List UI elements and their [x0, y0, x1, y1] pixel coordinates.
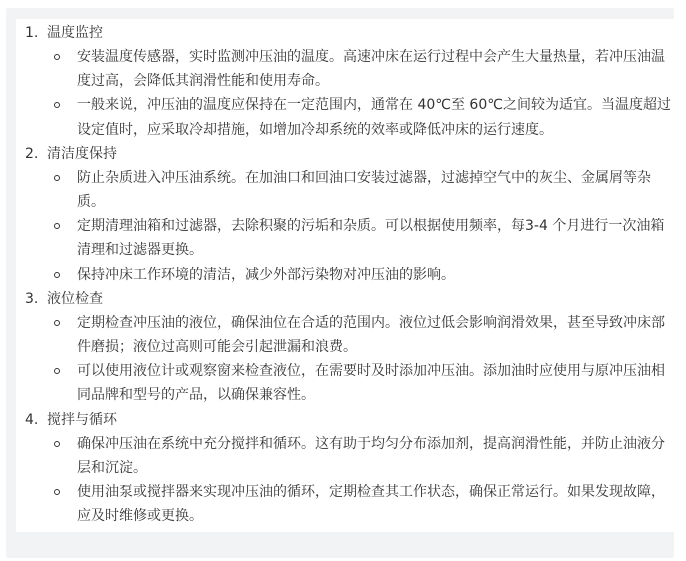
list-item	[25, 214, 673, 262]
section-title: 温度监控	[47, 25, 103, 41]
section-number: 2.	[25, 145, 39, 162]
list-item	[25, 93, 673, 141]
section-title: 清洁度保持	[47, 145, 117, 162]
section-3	[25, 287, 673, 408]
list-item-text: 使用油泵或搅拌器来实现冲压油的循环，定期检查其工作状态，确保正常运行。如果发现故障，应及时维修或更换。	[77, 484, 665, 525]
list-item	[25, 359, 673, 407]
content-panel	[6, 8, 674, 558]
section-1	[25, 21, 673, 142]
section-heading	[25, 21, 673, 45]
section-number: 3.	[25, 290, 39, 307]
list-item-text: 可以使用液位计或观察窗来检查液位，在需要时及时添加冲压油。添加油时应使用与原冲压油相同品牌和型号的产品，以确保兼容性。	[77, 363, 665, 404]
list-item-text: 定期检查冲压油的液位，确保油位在合适的范围内。液位过低会影响润滑效果，甚至导致冲床部件磨损；液位过高则可能会引起泄漏和浪费。	[77, 314, 665, 356]
list-item	[25, 166, 673, 214]
section-title: 液位检查	[47, 290, 103, 307]
section-number: 4.	[25, 411, 39, 428]
bullet-list	[25, 311, 673, 408]
section-heading	[25, 287, 673, 311]
ordered-list	[25, 21, 673, 528]
section-number: 1.	[25, 25, 39, 41]
hollow-bullet-icon	[54, 102, 60, 108]
list-item-text: 确保冲压油在系统中充分搅拌和循环。这有助于均匀分布添加剂，提高润滑性能，并防止油液分层和沉淀。	[77, 435, 665, 476]
list-item-text: 定期清理油箱和过滤器，去除积聚的污垢和杂质。可以根据使用频率，每3-4 个月进行一次油箱清理和过滤器更换。	[77, 218, 665, 259]
section-title: 搅拌与循环	[47, 411, 117, 428]
list-item-text: 防止杂质进入冲压油系统。在加油口和回油口安装过滤器，过滤掉空气中的灰尘、金属屑等杂质。	[77, 169, 651, 211]
bullet-list	[25, 45, 673, 142]
section-heading	[25, 142, 673, 166]
article-card	[16, 19, 674, 532]
hollow-bullet-icon	[54, 223, 60, 229]
hollow-bullet-icon	[54, 54, 60, 60]
section-4	[25, 408, 673, 529]
list-item-text: 一般来说，冲压油的温度应保持在一定范围内，通常在 40℃至 60℃之间较为适宜。当温度超过设定值时，应采取冷却措施，如增加冷却系统的效率或降低冲床的运行速度。	[77, 97, 671, 138]
list-item	[25, 311, 673, 359]
hollow-bullet-icon	[54, 175, 60, 181]
list-item-text: 安装温度传感器，实时监测冲压油的温度。高速冲床在运行过程中会产生大量热量，若冲压油温度过高，会降低其润滑性能和使用寿命。	[77, 49, 665, 90]
list-item	[25, 45, 673, 93]
bullet-list	[25, 166, 673, 287]
list-item-text: 保持冲床工作环境的清洁，减少外部污染物对冲压油的影响。	[77, 266, 455, 283]
hollow-bullet-icon	[54, 441, 60, 447]
section-heading	[25, 408, 673, 432]
bullet-list	[25, 432, 673, 529]
list-item	[25, 432, 673, 480]
list-item	[25, 263, 673, 287]
list-item	[25, 480, 673, 528]
hollow-bullet-icon	[54, 489, 60, 495]
hollow-bullet-icon	[54, 320, 60, 326]
hollow-bullet-icon	[54, 368, 60, 374]
hollow-bullet-icon	[54, 272, 60, 278]
section-2	[25, 142, 673, 287]
